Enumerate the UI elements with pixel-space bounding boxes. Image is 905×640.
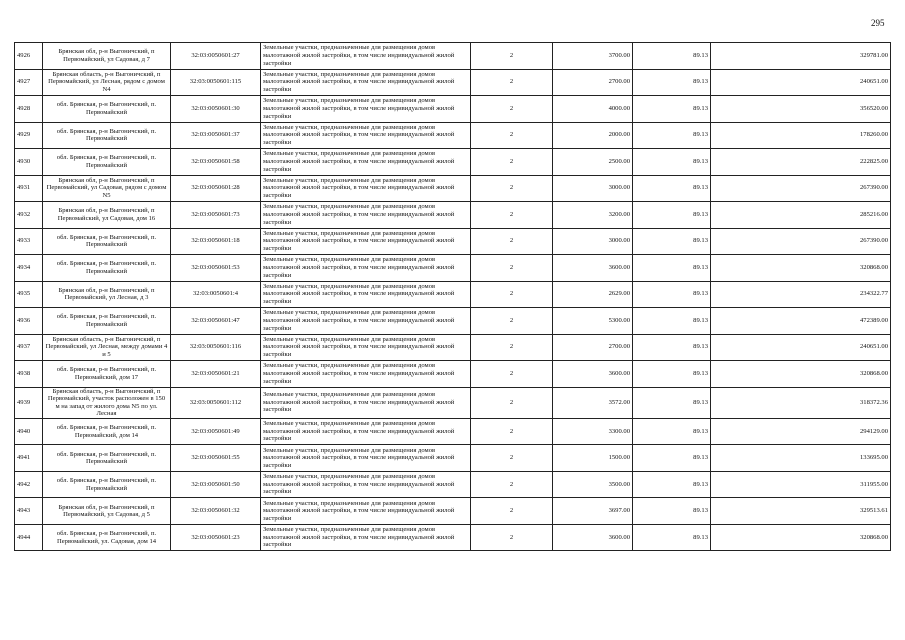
table-row <box>15 281 891 308</box>
group-cell: 2 <box>471 281 553 308</box>
group-cell: 2 <box>471 149 553 176</box>
row-number: 4932 <box>15 202 43 229</box>
area-cell: 4000.00 <box>553 96 633 123</box>
specific-value-cell: 89.13 <box>633 445 711 472</box>
table-row <box>15 524 891 551</box>
address-cell: Брянская обл, р-н Выгоничский, п Первомайский, ул Садовая, дом 16 <box>43 202 171 229</box>
group-cell: 2 <box>471 202 553 229</box>
group-cell: 2 <box>471 69 553 96</box>
area-cell: 1500.00 <box>553 445 633 472</box>
cadastral-value-cell: 356520.00 <box>711 96 891 123</box>
specific-value-cell: 89.13 <box>633 175 711 202</box>
cadastral-number-cell: 32:03:0050601:116 <box>171 334 261 361</box>
land-use-cell: Земельные участки, предназначенные для размещения домов малоэтажной жилой застройки, в том числе индивидуальной жилой застройки <box>261 122 471 149</box>
land-use-cell: Земельные участки, предназначенные для размещения домов малоэтажной жилой застройки, в том числе индивидуальной жилой застройки <box>261 281 471 308</box>
table-row <box>15 69 891 96</box>
area-cell: 3600.00 <box>553 361 633 388</box>
land-use-cell: Земельные участки, предназначенные для размещения домов малоэтажной жилой застройки, в том числе индивидуальной жилой застройки <box>261 334 471 361</box>
area-cell: 5300.00 <box>553 308 633 335</box>
row-number: 4936 <box>15 308 43 335</box>
row-number: 4940 <box>15 418 43 445</box>
cadastral-number-cell: 32:03:0050601:37 <box>171 122 261 149</box>
cadastral-number-cell: 32:03:0050601:115 <box>171 69 261 96</box>
row-number: 4928 <box>15 96 43 123</box>
address-cell: обл. Брянская, р-н Выгоничский, п. Первомайский <box>43 445 171 472</box>
row-number: 4939 <box>15 387 43 418</box>
cadastral-number-cell: 32:03:0050601:32 <box>171 498 261 525</box>
cadastral-value-cell: 234322.77 <box>711 281 891 308</box>
row-number: 4938 <box>15 361 43 388</box>
table-row <box>15 471 891 498</box>
area-cell: 3600.00 <box>553 255 633 282</box>
address-cell: Брянская область, р-н Выгоничский, п Первомайский, ул Лесная, рядом с домом N4 <box>43 69 171 96</box>
specific-value-cell: 89.13 <box>633 308 711 335</box>
cadastral-number-cell: 32:03:0050601:30 <box>171 96 261 123</box>
table-row <box>15 96 891 123</box>
land-use-cell: Земельные участки, предназначенные для размещения домов малоэтажной жилой застройки, в том числе индивидуальной жилой застройки <box>261 228 471 255</box>
address-cell: обл. Брянская, р-н Выгоничский, п. Первомайский <box>43 228 171 255</box>
cadastral-number-cell: 32:03:0050601:47 <box>171 308 261 335</box>
land-use-cell: Земельные участки, предназначенные для размещения домов малоэтажной жилой застройки, в том числе индивидуальной жилой застройки <box>261 175 471 202</box>
address-cell: обл. Брянская, р-н Выгоничский, п. Первомайский, дом 14 <box>43 418 171 445</box>
group-cell: 2 <box>471 387 553 418</box>
cadastral-value-cell: 318372.36 <box>711 387 891 418</box>
table-row <box>15 149 891 176</box>
address-cell: обл. Брянская, р-н Выгоничский, п. Первомайский <box>43 149 171 176</box>
address-cell: Брянская обл, р-н Выгоничский, п Первомайский, ул Лесная, д 3 <box>43 281 171 308</box>
page-number: 295 <box>871 18 885 28</box>
specific-value-cell: 89.13 <box>633 498 711 525</box>
address-cell: обл. Брянская, р-н Выгоничский, п. Первомайский, дом 17 <box>43 361 171 388</box>
address-cell: Брянская обл, р-н Выгоничский, п Первомайский, ул Садовая, рядом с домом N5 <box>43 175 171 202</box>
specific-value-cell: 89.13 <box>633 281 711 308</box>
area-cell: 3000.00 <box>553 175 633 202</box>
land-use-cell: Земельные участки, предназначенные для размещения домов малоэтажной жилой застройки, в том числе индивидуальной жилой застройки <box>261 418 471 445</box>
table-row <box>15 255 891 282</box>
table-row <box>15 228 891 255</box>
cadastral-value-cell: 267390.00 <box>711 228 891 255</box>
address-cell: Брянская обл, р-н Выгоничский, п Первомайский, ул Садовая, д 5 <box>43 498 171 525</box>
area-cell: 2629.00 <box>553 281 633 308</box>
specific-value-cell: 89.13 <box>633 334 711 361</box>
row-number: 4943 <box>15 498 43 525</box>
area-cell: 3697.00 <box>553 498 633 525</box>
specific-value-cell: 89.13 <box>633 471 711 498</box>
land-use-cell: Земельные участки, предназначенные для размещения домов малоэтажной жилой застройки, в том числе индивидуальной жилой застройки <box>261 498 471 525</box>
address-cell: обл. Брянская, р-н Выгоничский, п. Первомайский <box>43 96 171 123</box>
table-row <box>15 175 891 202</box>
land-use-cell: Земельные участки, предназначенные для размещения домов малоэтажной жилой застройки, в том числе индивидуальной жилой застройки <box>261 445 471 472</box>
cadastral-number-cell: 32:03:0050601:55 <box>171 445 261 472</box>
specific-value-cell: 89.13 <box>633 361 711 388</box>
table-body <box>15 43 891 551</box>
cadastral-number-cell: 32:03:0050601:21 <box>171 361 261 388</box>
address-cell: обл. Брянская, р-н Выгоничский, п. Первомайский <box>43 308 171 335</box>
address-cell: обл. Брянская, р-н Выгоничский, п. Первомайский <box>43 255 171 282</box>
cadastral-number-cell: 32:03:0050601:73 <box>171 202 261 229</box>
cadastral-value-cell: 320868.00 <box>711 255 891 282</box>
area-cell: 3300.00 <box>553 418 633 445</box>
address-cell: обл. Брянская, р-н Выгоничский, п. Первомайский, ул. Садовая, дом 14 <box>43 524 171 551</box>
table-row <box>15 387 891 418</box>
cadastral-value-cell: 240651.00 <box>711 69 891 96</box>
area-cell: 3600.00 <box>553 524 633 551</box>
land-use-cell: Земельные участки, предназначенные для размещения домов малоэтажной жилой застройки, в том числе индивидуальной жилой застройки <box>261 202 471 229</box>
specific-value-cell: 89.13 <box>633 255 711 282</box>
group-cell: 2 <box>471 175 553 202</box>
group-cell: 2 <box>471 255 553 282</box>
land-use-cell: Земельные участки, предназначенные для размещения домов малоэтажной жилой застройки, в том числе индивидуальной жилой застройки <box>261 96 471 123</box>
group-cell: 2 <box>471 96 553 123</box>
group-cell: 2 <box>471 498 553 525</box>
cadastral-number-cell: 32:03:0050601:18 <box>171 228 261 255</box>
cadastral-value-cell: 267390.00 <box>711 175 891 202</box>
cadastral-value-cell: 311955.00 <box>711 471 891 498</box>
table-row <box>15 498 891 525</box>
group-cell: 2 <box>471 43 553 70</box>
area-cell: 2700.00 <box>553 334 633 361</box>
specific-value-cell: 89.13 <box>633 387 711 418</box>
specific-value-cell: 89.13 <box>633 149 711 176</box>
specific-value-cell: 89.13 <box>633 524 711 551</box>
land-use-cell: Земельные участки, предназначенные для размещения домов малоэтажной жилой застройки, в том числе индивидуальной жилой застройки <box>261 387 471 418</box>
area-cell: 3200.00 <box>553 202 633 229</box>
table-row <box>15 418 891 445</box>
cadastral-value-cell: 294129.00 <box>711 418 891 445</box>
table-row <box>15 445 891 472</box>
row-number: 4937 <box>15 334 43 361</box>
group-cell: 2 <box>471 445 553 472</box>
specific-value-cell: 89.13 <box>633 202 711 229</box>
row-number: 4944 <box>15 524 43 551</box>
cadastral-value-cell: 285216.00 <box>711 202 891 229</box>
area-cell: 2700.00 <box>553 69 633 96</box>
specific-value-cell: 89.13 <box>633 43 711 70</box>
table-row <box>15 202 891 229</box>
row-number: 4929 <box>15 122 43 149</box>
specific-value-cell: 89.13 <box>633 122 711 149</box>
row-number: 4931 <box>15 175 43 202</box>
row-number: 4934 <box>15 255 43 282</box>
cadastral-number-cell: 32:03:0050601:28 <box>171 175 261 202</box>
cadastral-value-cell: 472389.00 <box>711 308 891 335</box>
row-number: 4935 <box>15 281 43 308</box>
cadastral-value-cell: 133695.00 <box>711 445 891 472</box>
cadastral-value-cell: 329781.00 <box>711 43 891 70</box>
specific-value-cell: 89.13 <box>633 418 711 445</box>
group-cell: 2 <box>471 361 553 388</box>
area-cell: 3700.00 <box>553 43 633 70</box>
land-use-cell: Земельные участки, предназначенные для размещения домов малоэтажной жилой застройки, в том числе индивидуальной жилой застройки <box>261 43 471 70</box>
land-use-cell: Земельные участки, предназначенные для размещения домов малоэтажной жилой застройки, в том числе индивидуальной жилой застройки <box>261 361 471 388</box>
group-cell: 2 <box>471 228 553 255</box>
cadastral-number-cell: 32:03:0050601:23 <box>171 524 261 551</box>
group-cell: 2 <box>471 122 553 149</box>
cadastral-value-cell: 320868.00 <box>711 361 891 388</box>
row-number: 4942 <box>15 471 43 498</box>
area-cell: 2000.00 <box>553 122 633 149</box>
land-use-cell: Земельные участки, предназначенные для размещения домов малоэтажной жилой застройки, в том числе индивидуальной жилой застройки <box>261 255 471 282</box>
address-cell: Брянская обл, р-н Выгоничский, п Первомайский, ул Садовая, д 7 <box>43 43 171 70</box>
area-cell: 3500.00 <box>553 471 633 498</box>
specific-value-cell: 89.13 <box>633 69 711 96</box>
table-row <box>15 308 891 335</box>
specific-value-cell: 89.13 <box>633 96 711 123</box>
land-use-cell: Земельные участки, предназначенные для размещения домов малоэтажной жилой застройки, в том числе индивидуальной жилой застройки <box>261 69 471 96</box>
land-use-cell: Земельные участки, предназначенные для размещения домов малоэтажной жилой застройки, в том числе индивидуальной жилой застройки <box>261 308 471 335</box>
cadastral-value-cell: 320868.00 <box>711 524 891 551</box>
table-row <box>15 43 891 70</box>
address-cell: Брянская область, р-н Выгоничский, п Первомайский, участок расположен в 150 м на запад от жилого дома N5 по ул. Лесная <box>43 387 171 418</box>
area-cell: 3572.00 <box>553 387 633 418</box>
land-use-cell: Земельные участки, предназначенные для размещения домов малоэтажной жилой застройки, в том числе индивидуальной жилой застройки <box>261 149 471 176</box>
cadastral-value-cell: 178260.00 <box>711 122 891 149</box>
row-number: 4933 <box>15 228 43 255</box>
cadastral-number-cell: 32:03:0050601:50 <box>171 471 261 498</box>
group-cell: 2 <box>471 471 553 498</box>
cadastral-number-cell: 32:03:0050601:4 <box>171 281 261 308</box>
table-row <box>15 122 891 149</box>
area-cell: 3000.00 <box>553 228 633 255</box>
cadastral-value-table <box>14 42 891 551</box>
table-row <box>15 334 891 361</box>
address-cell: Брянская область, р-н Выгоничский, п Первомайский, ул Лесная, между домами 4 и 5 <box>43 334 171 361</box>
cadastral-value-cell: 329513.61 <box>711 498 891 525</box>
cadastral-number-cell: 32:03:0050601:58 <box>171 149 261 176</box>
cadastral-number-cell: 32:03:0050601:53 <box>171 255 261 282</box>
row-number: 4926 <box>15 43 43 70</box>
area-cell: 2500.00 <box>553 149 633 176</box>
row-number: 4941 <box>15 445 43 472</box>
land-use-cell: Земельные участки, предназначенные для размещения домов малоэтажной жилой застройки, в том числе индивидуальной жилой застройки <box>261 524 471 551</box>
group-cell: 2 <box>471 334 553 361</box>
row-number: 4927 <box>15 69 43 96</box>
group-cell: 2 <box>471 308 553 335</box>
cadastral-value-cell: 240651.00 <box>711 334 891 361</box>
table-row <box>15 361 891 388</box>
group-cell: 2 <box>471 524 553 551</box>
cadastral-value-cell: 222825.00 <box>711 149 891 176</box>
cadastral-number-cell: 32:03:0050601:112 <box>171 387 261 418</box>
row-number: 4930 <box>15 149 43 176</box>
specific-value-cell: 89.13 <box>633 228 711 255</box>
address-cell: обл. Брянская, р-н Выгоничский, п. Первомайский <box>43 471 171 498</box>
cadastral-number-cell: 32:03:0050601:49 <box>171 418 261 445</box>
address-cell: обл. Брянская, р-н Выгоничский, п. Первомайский <box>43 122 171 149</box>
land-use-cell: Земельные участки, предназначенные для размещения домов малоэтажной жилой застройки, в том числе индивидуальной жилой застройки <box>261 471 471 498</box>
cadastral-number-cell: 32:03:0050601:27 <box>171 43 261 70</box>
group-cell: 2 <box>471 418 553 445</box>
